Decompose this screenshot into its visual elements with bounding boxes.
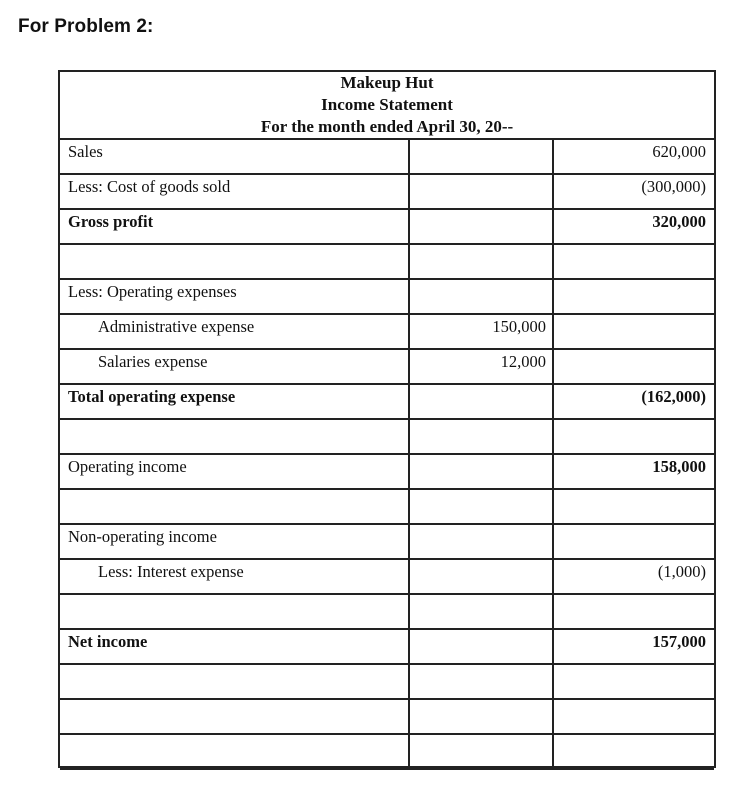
row-amount-detail: 150,000 (492, 317, 546, 336)
row-divider (60, 488, 714, 490)
row-divider (60, 663, 714, 665)
row-divider (60, 348, 714, 350)
row-divider (60, 593, 714, 595)
statement-title: Income Statement (321, 95, 453, 114)
row-divider (60, 768, 714, 770)
row-divider (60, 733, 714, 735)
row-divider (60, 558, 714, 560)
income-statement-table (58, 70, 716, 768)
row-amount-total: (1,000) (657, 562, 706, 581)
row-amount-total: 158,000 (652, 457, 706, 476)
row-label: Administrative expense (98, 317, 255, 336)
row-amount-total: (300,000) (641, 177, 706, 196)
row-divider (60, 173, 714, 175)
row-divider (60, 418, 714, 420)
row-divider (60, 523, 714, 525)
row-amount-total: (162,000) (641, 387, 706, 406)
row-label: Net income (68, 632, 148, 651)
row-divider (60, 208, 714, 210)
row-divider (60, 383, 714, 385)
row-amount-total: 320,000 (652, 212, 706, 231)
row-label: Salaries expense (98, 352, 208, 371)
row-label: Gross profit (68, 212, 154, 231)
row-divider (60, 243, 714, 245)
row-label: Sales (68, 142, 103, 161)
row-divider (60, 278, 714, 280)
company-name: Makeup Hut (340, 73, 434, 92)
row-amount-detail: 12,000 (500, 352, 546, 371)
statement-period: For the month ended April 30, 20-- (260, 117, 514, 136)
statement-header (60, 72, 714, 140)
row-divider (60, 698, 714, 700)
row-label: Total operating expense (68, 387, 236, 406)
row-label: Less: Cost of goods sold (68, 177, 231, 196)
row-amount-total: 620,000 (652, 142, 706, 161)
row-label: Less: Operating expenses (68, 282, 237, 301)
problem-heading: For Problem 2: (18, 16, 154, 37)
row-divider (60, 138, 714, 140)
row-label: Less: Interest expense (98, 562, 244, 581)
row-label: Operating income (68, 457, 187, 476)
row-label: Non-operating income (68, 527, 217, 546)
row-divider (60, 313, 714, 315)
row-divider (60, 628, 714, 630)
row-amount-total: 157,000 (652, 632, 706, 651)
row-divider (60, 453, 714, 455)
